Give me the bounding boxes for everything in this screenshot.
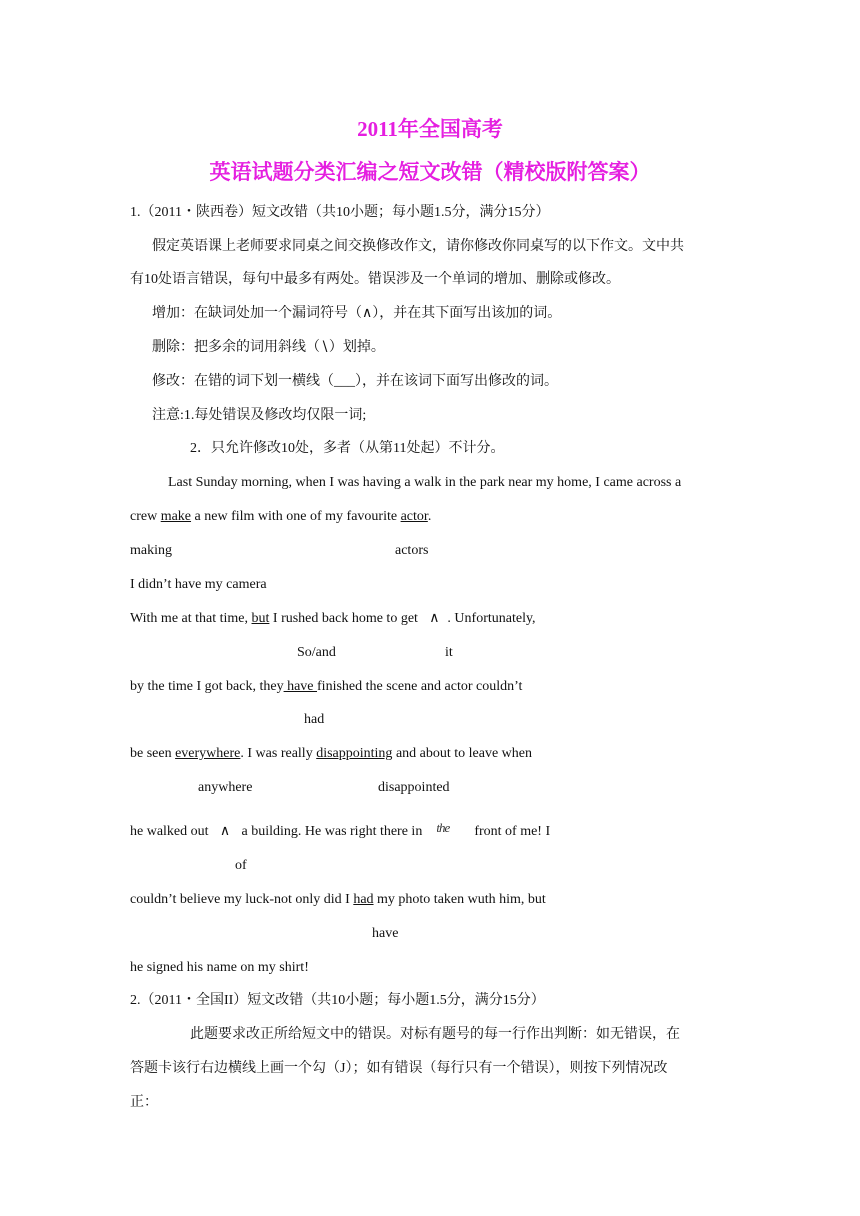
- correction-anywhere: anywhere: [198, 780, 253, 795]
- error-word: had: [353, 892, 374, 907]
- correction-so-and: So/and: [297, 645, 336, 660]
- q1-rule-add: 增加：在缺词处加一个漏词符号（∧），并在其下面写出该加的词。: [152, 306, 562, 321]
- correction-had: had: [304, 712, 325, 727]
- q1-passage-line8: couldn’t believe my luck-not only did I had my photo taken wuth him, but: [130, 892, 546, 907]
- scanned-word-image: the: [436, 820, 450, 835]
- q1-note-1: 注意:1.每处错误及修改均仅限一词;: [152, 408, 367, 423]
- error-word: have: [283, 679, 318, 694]
- q1-note-2: 2．只允许修改10处，多者（从第11处起）不计分。: [190, 441, 505, 456]
- correction-have: have: [372, 926, 399, 941]
- q1-passage-line7: he walked out ∧ a building. He was right there in the front of me! I: [130, 820, 551, 839]
- q1-passage-line2: crew make a new film with one of my favourite actor.: [130, 509, 432, 524]
- error-word: but: [251, 611, 270, 626]
- q1-rule-modify: 修改：在错的词下划一横线（___），并在该词下面写出修改的词。: [152, 374, 558, 389]
- q2-intro-line1: 此题要求改正所给短文中的错误。对标有题号的每一行作出判断：如无错误，在: [190, 1027, 680, 1042]
- q1-passage-line3: I didn’t have my camera: [130, 577, 267, 592]
- q1-passage-line4: With me at that time, but I rushed back home to get ∧ . Unfortunately,: [130, 611, 536, 626]
- error-word: everywhere: [175, 746, 241, 761]
- q2-header: 2.（2011・全国II）短文改错（共10小题；每小题1.5分，满分15分）: [130, 993, 545, 1008]
- page-subtitle: 英语试题分类汇编之短文改错（精校版附答案）: [209, 160, 651, 184]
- insertion-caret: ∧: [429, 611, 440, 626]
- q2-intro-line2: 答题卡该行右边横线上画一个勾（J）；如有错误（每行只有一个错误），则按下列情况改: [130, 1061, 668, 1076]
- insertion-caret: ∧: [219, 824, 231, 839]
- correction-it: it: [445, 645, 453, 660]
- q1-header: 1.（2011・陕西卷）短文改错（共10小题；每小题1.5分，满分15分）: [130, 205, 550, 220]
- q1-intro-line1: 假定英语课上老师要求同桌之间交换修改作文，请你修改你同桌写的以下作文。文中共: [152, 239, 684, 254]
- error-word: disappointing: [316, 746, 393, 761]
- page-title: 2011年全国高考: [357, 117, 503, 141]
- q1-passage-line1: Last Sunday morning, when I was having a walk in the park near my home, I came across a: [168, 475, 682, 490]
- correction-making: making: [130, 543, 172, 558]
- correction-actors: actors: [395, 543, 429, 558]
- correction-disappointed: disappointed: [378, 780, 450, 795]
- error-word: actor: [400, 509, 428, 524]
- q2-intro-line3: 正：: [130, 1095, 158, 1110]
- error-word: make: [160, 509, 192, 524]
- q1-intro-line2: 有10处语言错误，每句中最多有两处。错误涉及一个单词的增加、删除或修改。: [130, 272, 620, 287]
- q1-passage-line9: he signed his name on my shirt!: [130, 960, 309, 975]
- correction-of: of: [235, 858, 247, 873]
- q1-passage-line6: be seen everywhere. I was really disappointing and about to leave when: [130, 746, 532, 761]
- q1-rule-delete: 删除：把多余的词用斜线（∖）划掉。: [152, 340, 385, 355]
- q1-passage-line5: by the time I got back, they have finished the scene and actor couldn’t: [130, 679, 523, 694]
